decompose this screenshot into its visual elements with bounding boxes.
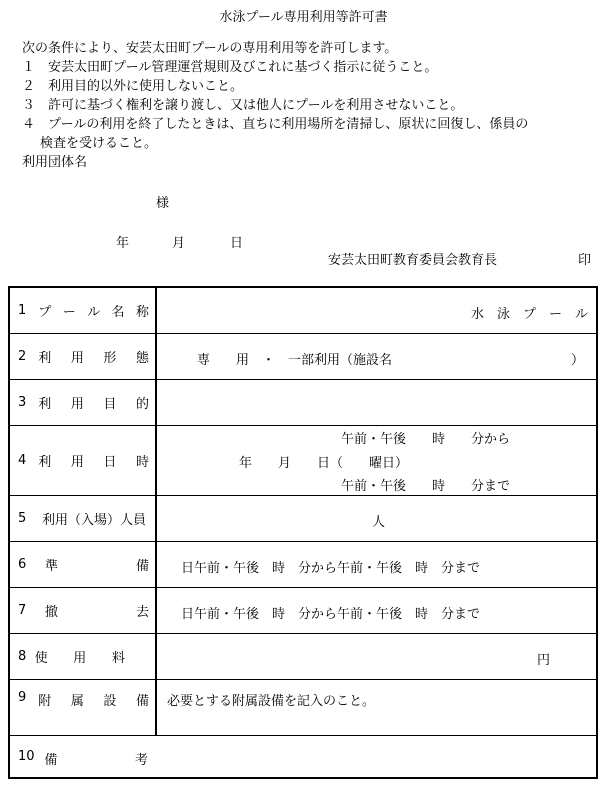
label-char: 利 — [38, 454, 52, 470]
row-number: 6 — [18, 556, 27, 572]
usage-type-close-paren: ） — [571, 352, 585, 368]
fee-unit: 円 — [537, 652, 551, 668]
label-char: 去 — [135, 604, 149, 620]
row-datetime — [9, 425, 597, 495]
label-char: 態 — [135, 350, 149, 366]
label-char: ル — [87, 304, 101, 320]
label-char: 称 — [135, 304, 149, 320]
row-number: 8 — [18, 648, 27, 664]
permit-form-table — [8, 286, 598, 779]
label-char: 準 — [45, 558, 59, 574]
equipment-value[interactable] — [156, 679, 597, 735]
condition-4: ４ プールの利用を終了したときは、直ちに利用場所を清掃し、原状に回復し、係員の — [22, 117, 529, 132]
label-char: 備 — [135, 558, 149, 574]
date-month-label: 月 — [172, 236, 186, 251]
row-headcount — [9, 495, 597, 541]
time-from: 午前・午後 時 分から — [341, 431, 511, 447]
teardown-time-text: 日午前・午後 時 分から午前・午後 時 分まで — [181, 606, 481, 622]
date-day-label: 日 — [230, 236, 244, 251]
label-char: 料 — [111, 650, 125, 666]
row-number: 4 — [18, 452, 27, 468]
pool-name-value[interactable] — [156, 287, 597, 333]
label-char: 利 — [38, 350, 52, 366]
page-title: 水泳プール専用利用等許可書 — [219, 10, 388, 25]
row-label — [9, 679, 156, 735]
headcount-label: 利用（入場）人員 — [42, 512, 147, 528]
time-to: 午前・午後 時 分まで — [341, 478, 511, 494]
row-teardown — [9, 587, 597, 633]
label-char: 目 — [103, 396, 117, 412]
condition-2: ２ 利用目的以外に使用しないこと。 — [22, 79, 244, 94]
label-char: 撤 — [45, 604, 59, 620]
row-label — [9, 633, 156, 679]
date-line: 年 月 日（ 曜日） — [239, 455, 409, 471]
row-number: 2 — [18, 348, 27, 364]
label-char: 日 — [103, 454, 117, 470]
label-char: プ — [38, 304, 52, 320]
fee-value[interactable] — [156, 633, 597, 679]
row-label — [9, 495, 156, 541]
row-purpose — [9, 379, 597, 425]
row-number: 5 — [18, 510, 27, 526]
label-char: 的 — [135, 396, 149, 412]
purpose-value[interactable] — [156, 379, 597, 425]
label-char: 用 — [70, 454, 84, 470]
row-label — [9, 425, 156, 495]
intro-lead: 次の条件により、安芸太田町プールの専用利用等を許可します。 — [22, 41, 398, 56]
label-char: 用 — [73, 650, 87, 666]
label-char: 附 — [38, 693, 52, 709]
row-number: 10 — [18, 748, 35, 764]
label-char: ー — [62, 304, 76, 320]
label-char: 名 — [111, 304, 125, 320]
condition-4-cont: 検査を受けること。 — [40, 136, 158, 151]
row-label — [9, 379, 156, 425]
addressee-suffix: 様 — [156, 196, 170, 211]
pool-name-text: 水 泳 プ ー ル — [470, 307, 588, 322]
label-char: 用 — [70, 396, 84, 412]
row-label — [9, 333, 156, 379]
setup-value[interactable] — [156, 541, 597, 587]
datetime-value[interactable] — [156, 425, 597, 495]
org-name-label: 利用団体名 — [22, 155, 88, 170]
label-char: 形 — [103, 350, 117, 366]
row-setup — [9, 541, 597, 587]
row-usage-type — [9, 333, 597, 379]
conditions-block — [22, 39, 528, 172]
setup-time-text: 日午前・午後 時 分から午前・午後 時 分まで — [181, 560, 481, 576]
row-equipment — [9, 679, 597, 735]
row-label — [9, 287, 156, 333]
row-number: 1 — [18, 302, 27, 318]
row-pool-name — [9, 287, 597, 333]
label-char: 設 — [103, 693, 117, 709]
condition-3: ３ 許可に基づく権利を譲り渡し、又は他人にプールを利用させないこと。 — [22, 98, 464, 113]
row-number: 7 — [18, 602, 27, 618]
issuer: 安芸太田町教育委員会教育長 — [328, 253, 498, 268]
row-fee — [9, 633, 597, 679]
label-char: 用 — [70, 350, 84, 366]
seal-mark: 印 — [578, 253, 592, 268]
equipment-note: 必要とする附属設備を記入のこと。 — [167, 693, 376, 709]
usage-type-value[interactable] — [156, 333, 597, 379]
row-number: 3 — [18, 394, 27, 410]
usage-type-options: 専 用 ・ 一部利用（施設名 — [197, 352, 393, 368]
headcount-value[interactable] — [156, 495, 597, 541]
label-char: 時 — [135, 454, 149, 470]
headcount-unit: 人 — [372, 514, 386, 530]
row-remarks — [9, 735, 597, 778]
label-char: 備 — [135, 693, 149, 709]
label-char: 利 — [38, 396, 52, 412]
row-number: 9 — [18, 689, 27, 705]
teardown-value[interactable] — [156, 587, 597, 633]
label-char: 備 — [44, 752, 58, 768]
date-year-label: 年 — [116, 236, 130, 251]
row-label — [9, 541, 156, 587]
label-char: 属 — [70, 693, 84, 709]
condition-1: １ 安芸太田町プール管理運営規則及びこれに基づく指示に従うこと。 — [22, 60, 438, 75]
label-char: 使 — [34, 650, 48, 666]
row-label — [9, 587, 156, 633]
label-char: 考 — [134, 752, 148, 768]
remarks-cell[interactable] — [9, 735, 597, 778]
